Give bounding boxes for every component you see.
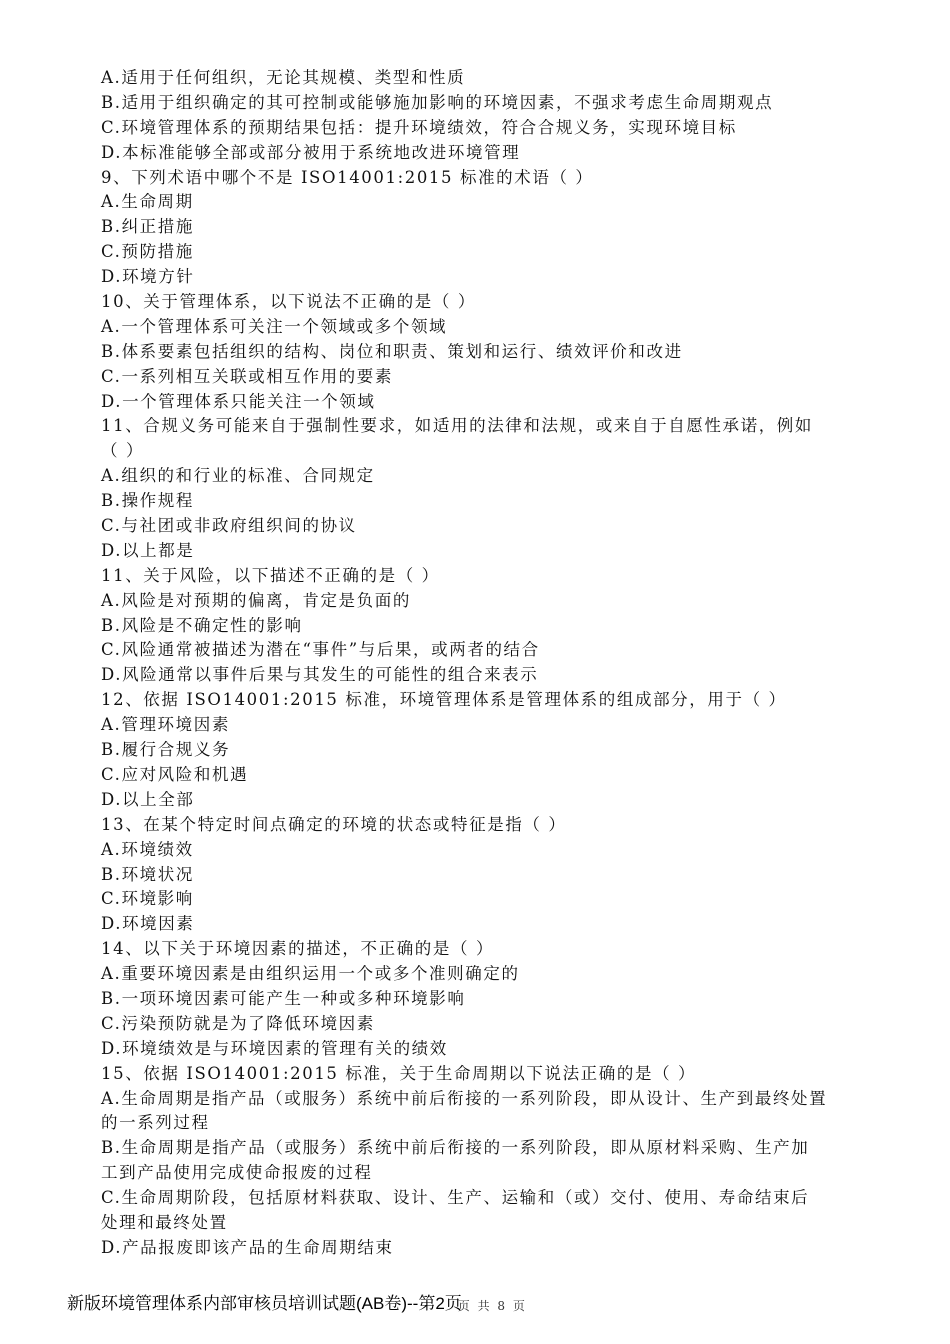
text-line: 11、关于风险，以下描述不正确的是（ ） bbox=[101, 565, 440, 585]
page-footer bbox=[67, 1284, 527, 1314]
text-line: B.履行合规义务 bbox=[101, 740, 231, 760]
text-line: C.生命周期阶段，包括原材料获取、设计、生产、运输和（或）交付、使用、寿命结束后 bbox=[101, 1188, 810, 1208]
text-line: B.生命周期是指产品（或服务）系统中前后衔接的一系列阶段，即从原材料采购、生产加 bbox=[101, 1138, 810, 1158]
text-line: 11、合规义务可能来自于强制性要求，如适用的法律和法规，或来自于自愿性承诺，例如 bbox=[101, 416, 813, 436]
text-line: B.纠正措施 bbox=[101, 217, 194, 237]
text-line: A.组织的和行业的标准、合同规定 bbox=[101, 466, 375, 486]
text-line: 13、在某个特定时间点确定的环境的状态或特征是指（ ） bbox=[101, 814, 567, 834]
text-line: 工到产品使用完成使命报废的过程 bbox=[101, 1163, 373, 1183]
text-line: 14、以下关于环境因素的描述，不正确的是（ ） bbox=[101, 939, 495, 959]
text-line: D.风险通常以事件后果与其发生的可能性的组合来表示 bbox=[101, 665, 539, 685]
text-line: B.适用于组织确定的其可控制或能够施加影响的环境因素，不强求考虑生命周期观点 bbox=[101, 92, 774, 112]
text-line: C.应对风险和机遇 bbox=[101, 764, 249, 784]
text-line: A.风险是对预期的偏离，肯定是负面的 bbox=[101, 590, 411, 610]
text-line: D.环境方针 bbox=[101, 267, 195, 287]
text-line: B.操作规程 bbox=[101, 491, 194, 511]
text-line: 的一系列过程 bbox=[101, 1113, 210, 1133]
text-line: B.风险是不确定性的影响 bbox=[101, 615, 303, 635]
text-line: B.环境状况 bbox=[101, 864, 194, 884]
footer-title: 新版环境管理体系内部审核员培训试题(AB卷)--第2页 bbox=[67, 1294, 462, 1313]
text-line: D.环境因素 bbox=[101, 914, 195, 934]
text-line: A.重要环境因素是由组织运用一个或多个准则确定的 bbox=[101, 964, 520, 984]
text-line: D.以上都是 bbox=[101, 540, 195, 560]
text-line: C.污染预防就是为了降低环境因素 bbox=[101, 1013, 375, 1033]
text-line: 12、依据 ISO14001:2015 标准，环境管理体系是管理体系的组成部分，用于（ ） bbox=[101, 690, 787, 710]
text-line: （ ） bbox=[101, 441, 145, 461]
text-line: D.本标准能够全部或部分被用于系统地改进环境管理 bbox=[101, 142, 521, 162]
text-line: C.环境管理体系的预期结果包括：提升环境绩效，符合合规义务，实现环境目标 bbox=[101, 117, 737, 137]
text-line: 10、关于管理体系，以下说法不正确的是（ ） bbox=[101, 292, 476, 312]
text-line: D.产品报废即该产品的生命周期结束 bbox=[101, 1237, 394, 1257]
text-line: A.生命周期是指产品（或服务）系统中前后衔接的一系列阶段，即从设计、生产到最终处置 bbox=[101, 1088, 828, 1108]
exam-content bbox=[101, 66, 861, 1261]
text-line: B.体系要素包括组织的结构、岗位和职责、策划和运行、绩效评价和改进 bbox=[101, 341, 683, 361]
text-line: C.环境影响 bbox=[101, 889, 194, 909]
text-line: B.一项环境因素可能产生一种或多种环境影响 bbox=[101, 988, 466, 1008]
text-line: 处理和最终处置 bbox=[101, 1212, 228, 1232]
text-line: A.一个管理体系可关注一个领域或多个领域 bbox=[101, 316, 448, 336]
text-line: A.管理环境因素 bbox=[101, 715, 230, 735]
text-line: C.风险通常被描述为潜在“事件”与后果，或两者的结合 bbox=[101, 640, 540, 660]
text-line: 9、下列术语中哪个不是 ISO14001:2015 标准的术语（ ） bbox=[101, 167, 594, 187]
text-line: A.生命周期 bbox=[101, 192, 194, 212]
text-line: 15、依据 ISO14001:2015 标准，关于生命周期以下说法正确的是（ ） bbox=[101, 1063, 697, 1083]
text-line: A.环境绩效 bbox=[101, 839, 194, 859]
text-line: D.一个管理体系只能关注一个领域 bbox=[101, 391, 376, 411]
text-line: C.与社团或非政府组织间的协议 bbox=[101, 516, 357, 536]
text-line: D.以上全部 bbox=[101, 789, 195, 809]
text-line: D.环境绩效是与环境因素的管理有关的绩效 bbox=[101, 1038, 448, 1058]
text-line: A.适用于任何组织，无论其规模、类型和性质 bbox=[101, 68, 466, 87]
text-line: C.预防措施 bbox=[101, 242, 194, 262]
text-line: C.一系列相互关联或相互作用的要素 bbox=[101, 366, 393, 386]
footer-page-count: 页 共 8 页 bbox=[457, 1299, 527, 1313]
